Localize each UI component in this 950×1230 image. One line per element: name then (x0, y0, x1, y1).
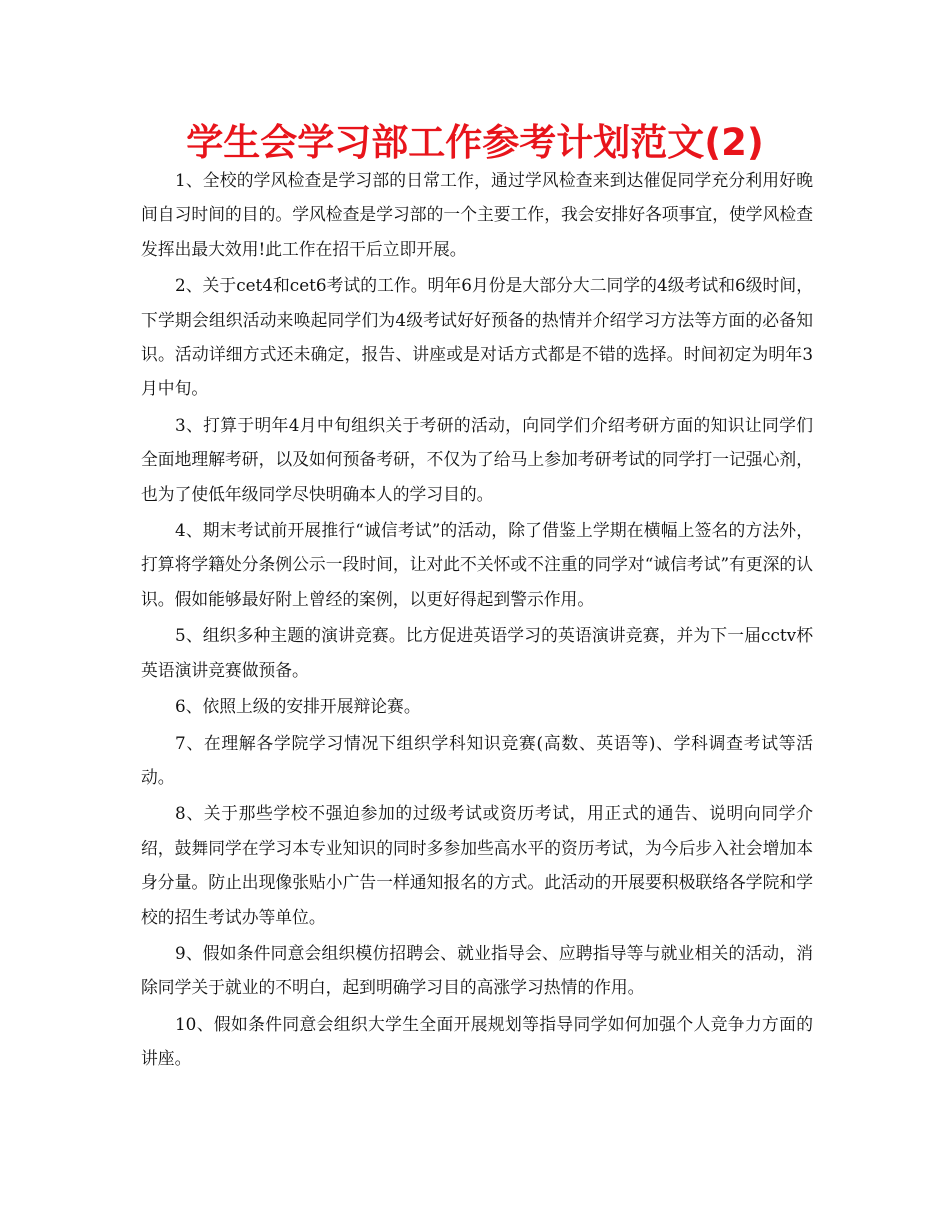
paragraph-4: 4、期末考试前开展推行“诚信考试”的活动，除了借鉴上学期在横幅上签名的方法外，打算将学籍处分条例公示一段时间，让对此不关怀或不注重的同学对“诚信考试”有更深的认识。假如能够最好附上曾经的案例，以更好得起到警示作用。 (141, 520, 813, 609)
paragraph-5: 5、组织多种主题的演讲竞赛。比方促进英语学习的英语演讲竞赛，并为下一届cctv杯英语演讲竞赛做预备。 (141, 625, 813, 680)
paragraph-7: 7、在理解各学院学习情况下组织学科知识竞赛(高数、英语等)、学科调查考试等活动。 (141, 732, 813, 787)
paragraph-8: 8、关于那些学校不强迫参加的过级考试或资历考试，用正式的通告、说明向同学介绍，鼓舞同学在学习本专业知识的同时多参加些高水平的资历考试，为今后步入社会增加本身分量。防止出现像张贴小广告一样通知报名的方式。此活动的开展要积极联络各学院和学校的招生考试办等单位。 (141, 803, 813, 927)
paragraph-1: 1、全校的学风检查是学习部的日常工作，通过学风检查来到达催促同学充分利用好晚间自习时间的目的。学风检查是学习部的一个主要工作，我会安排好各项事宜，使学风检查发挥出最大效用!此工作在招干后立即开展。 (141, 170, 813, 259)
paragraph-6: 6、依照上级的安排开展辩论赛。 (175, 696, 421, 717)
paragraph-2: 2、关于cet4和cet6考试的工作。明年6月份是大部分大二同学的4级考试和6级时间，下学期会组织活动来唤起同学们为4级考试好好预备的热情并介绍学习方法等方面的必备知识。活动详细方式还未确定，报告、讲座或是对话方式都是不错的选择。时间初定为明年3月中旬。 (141, 275, 813, 399)
paragraph-10: 10、假如条件同意会组织大学生全面开展规划等指导同学如何加强个人竞争力方面的讲座。 (141, 1013, 813, 1069)
paragraph-3: 3、打算于明年4月中旬组织关于考研的活动，向同学们介绍考研方面的知识让同学们全面地理解考研，以及如何预备考研，不仅为了给马上参加考研考试的同学打一记强心剂，也为了使低年级同学尽快明确本人的学习目的。 (141, 414, 813, 504)
document-title: 学生会学习部工作参考计划范文(2) (186, 121, 764, 164)
document-body (141, 163, 813, 1078)
paragraph-9: 9、假如条件同意会组织模仿招聘会、就业指导会、应聘指导等与就业相关的活动，消除同学关于就业的不明白，起到明确学习目的高涨学习热情的作用。 (141, 942, 813, 998)
